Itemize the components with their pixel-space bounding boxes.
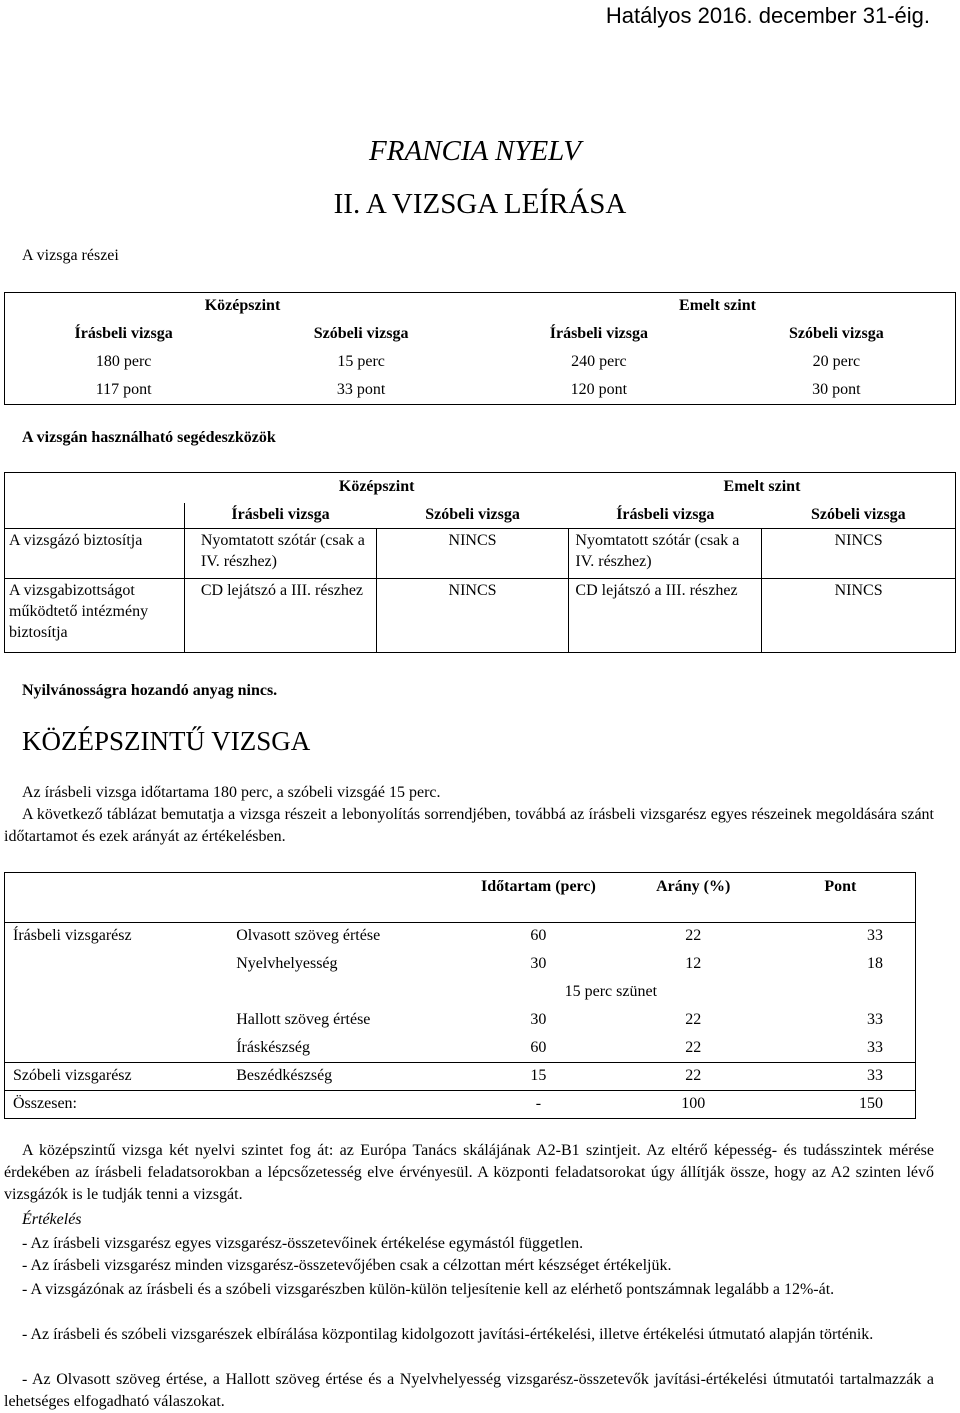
time-cell: 240 perc — [571, 353, 627, 371]
points-cell: 117 pont — [5, 377, 243, 405]
page-header: Hatályos 2016. december 31-éig. — [605, 3, 930, 28]
time-value: 30 — [530, 955, 547, 973]
time-cell: 20 perc — [718, 349, 956, 377]
section-heading-aids: A vizsgán használható segédeszközök — [22, 429, 276, 446]
points-value: 18 — [766, 951, 916, 979]
header-ratio: Arány (%) — [621, 873, 766, 923]
time-value: 60 — [456, 923, 621, 951]
exam-type: Szóbeli vizsga — [718, 321, 956, 349]
points-value: 33 — [766, 1007, 916, 1035]
level-advanced: Emelt szint — [480, 293, 956, 321]
points-value: 33 — [766, 1035, 916, 1063]
level-middle: Középszint — [5, 293, 480, 321]
aids-level-middle: Középszint — [184, 473, 569, 503]
paragraph-duration: Az írásbeli vizsga időtartama 180 perc, a szóbeli vizsgáé 15 perc. — [22, 784, 441, 801]
time-cell: 180 perc — [5, 349, 243, 377]
total-points: 150 — [766, 1091, 916, 1119]
ratio-value: 22 — [685, 1011, 702, 1029]
ratio-value: 22 — [685, 1038, 702, 1056]
total-ratio: 100 — [621, 1091, 766, 1119]
aids-exam-type: Szóbeli vizsga — [762, 503, 956, 529]
ratio-value: 12 — [685, 955, 702, 973]
eval-item: - Az írásbeli és szóbeli vizsgarészek elbírálása központilag kidolgozott javítási-értékelési, illetve értékelési útmutató alapján történik. — [22, 1326, 874, 1343]
evaluation-heading: Értékelés — [22, 1211, 82, 1228]
paragraph-levels: A középszintű vizsga két nyelvi szintet fog át: az Európa Tanács skálájának A2-B1 szintjeit. Az eltérő képesség- és tudásszintek mérése érdekében az írásbeli feladatsorokban a lépcsőzetesség elve érvényesül. A központi feladatsorokat úgy állítják össze, hogy az A2 szinten lévő vizsgázók is le tudják tenni a vizsgát. — [4, 1142, 934, 1203]
ratio-value: 22 — [621, 1063, 766, 1091]
points-value: 33 — [766, 923, 916, 951]
aids-cell: Nyomtatott szótár (csak a IV. részhez) — [569, 529, 762, 579]
aids-exam-type: Írásbeli vizsga — [616, 505, 715, 523]
part-label: Íráskészség — [236, 1038, 310, 1056]
aids-cell: CD lejátszó a III. részhez — [569, 579, 762, 653]
break-row: 15 perc szünet — [564, 983, 658, 1001]
points-value: 33 — [766, 1063, 916, 1091]
exam-type: Írásbeli vizsga — [5, 321, 243, 349]
time-value: 60 — [530, 1038, 547, 1056]
eval-item: - Az írásbeli vizsgarész minden vizsgarész-összetevőjében csak a célzottan mért készséget értékeljük. — [22, 1257, 672, 1274]
part-label: Beszédkészség — [228, 1063, 456, 1091]
ratio-value: 22 — [621, 923, 766, 951]
exam-parts-table — [4, 292, 956, 405]
aids-cell: NINCS — [376, 579, 569, 653]
time-cell: 15 perc — [337, 353, 385, 371]
header-duration: Időtartam (perc) — [456, 873, 621, 923]
total-time: - — [456, 1091, 621, 1119]
points-cell: 120 pont — [480, 377, 718, 405]
aids-cell: CD lejátszó a III. részhez — [184, 579, 376, 653]
time-value: 30 — [530, 1011, 547, 1029]
aids-row-label: A vizsgázó biztosítja — [5, 529, 185, 579]
aids-cell: NINCS — [376, 529, 569, 579]
aids-level-advanced: Emelt szint — [569, 473, 956, 503]
points-cell: 33 pont — [242, 377, 480, 405]
header-points: Pont — [766, 873, 916, 923]
aids-cell: Nyomtatott szótár (csak a IV. részhez) — [184, 529, 376, 579]
middle-level-table — [4, 872, 916, 1119]
part-label: Nyelvhelyesség — [236, 955, 338, 973]
aids-exam-type: Írásbeli vizsga — [231, 505, 330, 523]
exam-type: Írásbeli vizsga — [549, 325, 648, 343]
total-label: Összesen: — [5, 1091, 229, 1119]
part-label: Hallott szöveg értése — [236, 1011, 371, 1029]
level-section-title: KÖZÉPSZINTŰ VIZSGA — [22, 726, 311, 756]
aids-row-label: A vizsgabizottságot működtető intézmény biztosítja — [5, 579, 185, 653]
subject-title: FRANCIA NYELV — [369, 135, 581, 167]
points-cell: 30 pont — [718, 377, 956, 405]
section-title: II. A VIZSGA LEÍRÁSA — [333, 188, 627, 220]
aids-cell: NINCS — [762, 579, 956, 653]
aids-table — [4, 472, 956, 653]
note-text: Nyilvánosságra hozandó anyag nincs. — [22, 682, 278, 699]
exam-type: Szóbeli vizsga — [313, 325, 409, 343]
aids-cell: NINCS — [762, 529, 956, 579]
time-value: 15 — [456, 1063, 621, 1091]
group-label: Szóbeli vizsgarész — [5, 1063, 229, 1091]
eval-item: - Az Olvasott szöveg értése, a Hallott szöveg értése és a Nyelvhelyesség vizsgarész-összetevők javítási-értékelési útmutatói tartalmazzák a lehetséges elfogadható válaszokat. — [4, 1371, 934, 1410]
aids-exam-type: Szóbeli vizsga — [425, 505, 520, 523]
eval-item: - A vizsgázónak az írásbeli és a szóbeli vizsgarészben külön-külön teljesítenie kell az elérhető pontszámnak legalább a 12%-át. — [22, 1281, 835, 1298]
eval-item: - Az írásbeli vizsgarész egyes vizsgarész-összetevőinek értékelése egymástól független. — [22, 1235, 584, 1252]
group-label: Írásbeli vizsgarész — [5, 923, 229, 951]
part-label: Olvasott szöveg értése — [228, 923, 456, 951]
paragraph-table-intro: A következő táblázat bemutatja a vizsga részeit a lebonyolítás sorrendjében, továbbá az írásbeli vizsgarész egyes részeinek megoldására szánt időtartamot és ezek arányát az értékelésben. — [4, 806, 934, 845]
section-heading-parts: A vizsga részei — [22, 247, 119, 264]
